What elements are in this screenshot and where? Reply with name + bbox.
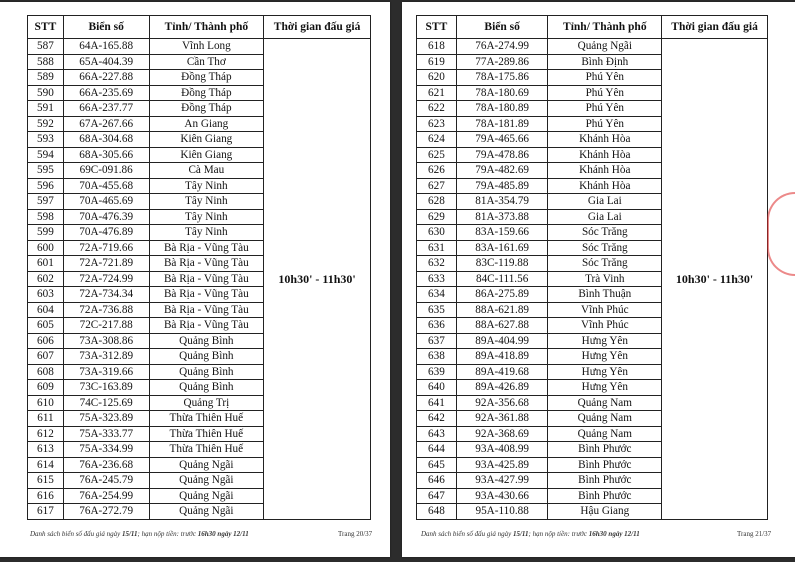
province-cell: Vĩnh Phúc (548, 302, 662, 318)
province-cell: Bình Phước (548, 457, 662, 473)
stt-cell: 611 (28, 411, 64, 427)
header-time: Thời gian đấu giá (662, 16, 768, 39)
plate-cell: 72A-734.34 (63, 287, 149, 303)
province-cell: Hưng Yên (548, 333, 662, 349)
stt-cell: 601 (28, 256, 64, 272)
province-cell: Bà Rịa - Vũng Tàu (149, 318, 264, 334)
province-cell: Đồng Tháp (149, 70, 264, 86)
province-cell: Khánh Hòa (548, 147, 662, 163)
plate-cell: 79A-482.69 (456, 163, 548, 179)
plate-cell: 70A-455.68 (63, 178, 149, 194)
province-cell: Thừa Thiên Huế (149, 426, 264, 442)
page-footer: Danh sách biển số đấu giá ngày 15/11; hạn nộp tiền: trước 16h30 ngày 12/11 (421, 530, 640, 538)
plate-cell: 72C-217.88 (63, 318, 149, 334)
red-seal-stamp (767, 192, 795, 276)
plate-cell: 92A-361.88 (456, 411, 548, 427)
stt-cell: 594 (28, 147, 64, 163)
stt-cell: 627 (417, 178, 457, 194)
document-page-right (402, 2, 795, 557)
stt-cell: 641 (417, 395, 457, 411)
stt-cell: 647 (417, 488, 457, 504)
province-cell: Sóc Trăng (548, 240, 662, 256)
stt-cell: 618 (417, 39, 457, 55)
page-number: Trang 20/37 (338, 530, 373, 538)
province-cell: Quảng Nam (548, 411, 662, 427)
stt-cell: 589 (28, 70, 64, 86)
stt-cell: 644 (417, 442, 457, 458)
plate-cell: 81A-373.88 (456, 209, 548, 225)
province-cell: Hưng Yên (548, 364, 662, 380)
stt-cell: 628 (417, 194, 457, 210)
province-cell: Đồng Tháp (149, 101, 264, 117)
province-cell: Kiên Giang (149, 147, 264, 163)
province-cell: Bà Rịa - Vũng Tàu (149, 240, 264, 256)
stt-cell: 587 (28, 39, 64, 55)
page-footer: Danh sách biển số đấu giá ngày 15/11; hạn nộp tiền: trước 16h30 ngày 12/11 (30, 530, 249, 538)
stt-cell: 610 (28, 395, 64, 411)
province-cell: Phú Yên (548, 116, 662, 132)
stt-cell: 640 (417, 380, 457, 396)
stt-cell: 642 (417, 411, 457, 427)
plate-cell: 72A-719.66 (63, 240, 149, 256)
table-row (417, 39, 768, 55)
province-cell: Hậu Giang (548, 504, 662, 520)
stt-cell: 620 (417, 70, 457, 86)
province-cell: Phú Yên (548, 70, 662, 86)
province-cell: Quảng Nam (548, 395, 662, 411)
province-cell: Cà Mau (149, 163, 264, 179)
province-cell: Bình Phước (548, 488, 662, 504)
province-cell: Phú Yên (548, 85, 662, 101)
province-cell: Khánh Hòa (548, 132, 662, 148)
plate-cell: 70A-476.39 (63, 209, 149, 225)
province-cell: Thừa Thiên Huế (149, 411, 264, 427)
province-cell: Vĩnh Long (149, 39, 264, 55)
stt-cell: 596 (28, 178, 64, 194)
plate-cell: 79A-465.66 (456, 132, 548, 148)
header-province: Tỉnh/ Thành phố (548, 16, 662, 39)
plate-cell: 88A-627.88 (456, 318, 548, 334)
stt-cell: 634 (417, 287, 457, 303)
plate-cell: 75A-334.99 (63, 442, 149, 458)
document-page-left (0, 2, 390, 557)
stt-cell: 606 (28, 333, 64, 349)
plate-cell: 72A-721.89 (63, 256, 149, 272)
province-cell: Bình Thuận (548, 287, 662, 303)
stt-cell: 604 (28, 302, 64, 318)
table-header-row (28, 16, 371, 39)
plate-cell: 67A-267.66 (63, 116, 149, 132)
plate-cell: 76A-236.68 (63, 457, 149, 473)
page-number: Trang 21/37 (737, 530, 772, 538)
stt-cell: 648 (417, 504, 457, 520)
province-cell: Quảng Bình (149, 364, 264, 380)
province-cell: Bình Phước (548, 442, 662, 458)
header-plate: Biển số (63, 16, 149, 39)
stt-cell: 645 (417, 457, 457, 473)
province-cell: An Giang (149, 116, 264, 132)
plate-cell: 79A-478.86 (456, 147, 548, 163)
plate-cell: 76A-274.99 (456, 39, 548, 55)
stt-cell: 637 (417, 333, 457, 349)
stt-cell: 593 (28, 132, 64, 148)
plate-cell: 75A-323.89 (63, 411, 149, 427)
plate-cell: 74C-125.69 (63, 395, 149, 411)
header-province: Tỉnh/ Thành phố (149, 16, 264, 39)
plate-cell: 66A-235.69 (63, 85, 149, 101)
plate-cell: 65A-404.39 (63, 54, 149, 70)
plate-cell: 89A-418.89 (456, 349, 548, 365)
stt-cell: 635 (417, 302, 457, 318)
province-cell: Trà Vinh (548, 271, 662, 287)
stt-cell: 636 (417, 318, 457, 334)
stt-cell: 631 (417, 240, 457, 256)
auction-time-cell: 10h30' - 11h30' (264, 39, 371, 520)
province-cell: Kiên Giang (149, 132, 264, 148)
stt-cell: 613 (28, 442, 64, 458)
province-cell: Hưng Yên (548, 349, 662, 365)
stt-cell: 624 (417, 132, 457, 148)
stt-cell: 595 (28, 163, 64, 179)
plate-cell: 78A-175.86 (456, 70, 548, 86)
province-cell: Tây Ninh (149, 225, 264, 241)
province-cell: Đồng Tháp (149, 85, 264, 101)
stt-cell: 599 (28, 225, 64, 241)
province-cell: Vĩnh Phúc (548, 318, 662, 334)
header-stt: STT (28, 16, 64, 39)
plate-cell: 86A-275.89 (456, 287, 548, 303)
header-plate: Biển số (456, 16, 548, 39)
plate-cell: 78A-180.89 (456, 101, 548, 117)
province-cell: Bà Rịa - Vũng Tàu (149, 271, 264, 287)
stt-cell: 598 (28, 209, 64, 225)
province-cell: Cần Thơ (149, 54, 264, 70)
stt-cell: 639 (417, 364, 457, 380)
stt-cell: 630 (417, 225, 457, 241)
plate-cell: 92A-356.68 (456, 395, 548, 411)
plate-cell: 84C-111.56 (456, 271, 548, 287)
header-stt: STT (417, 16, 457, 39)
province-cell: Tây Ninh (149, 209, 264, 225)
plate-cell: 72A-724.99 (63, 271, 149, 287)
table-header-row (417, 16, 768, 39)
plate-cell: 79A-485.89 (456, 178, 548, 194)
plate-cell: 78A-180.69 (456, 85, 548, 101)
province-cell: Bà Rịa - Vũng Tàu (149, 302, 264, 318)
stt-cell: 633 (417, 271, 457, 287)
plate-cell: 95A-110.88 (456, 504, 548, 520)
province-cell: Hưng Yên (548, 380, 662, 396)
stt-cell: 621 (417, 85, 457, 101)
stt-cell: 614 (28, 457, 64, 473)
plate-cell: 73A-312.89 (63, 349, 149, 365)
plate-cell: 76A-272.79 (63, 504, 149, 520)
province-cell: Gia Lai (548, 194, 662, 210)
plate-cell: 93A-430.66 (456, 488, 548, 504)
stt-cell: 600 (28, 240, 64, 256)
plate-cell: 70A-476.89 (63, 225, 149, 241)
auction-time-cell: 10h30' - 11h30' (662, 39, 768, 520)
province-cell: Bình Định (548, 54, 662, 70)
plate-cell: 66A-237.77 (63, 101, 149, 117)
plate-cell: 73A-319.66 (63, 364, 149, 380)
stt-cell: 622 (417, 101, 457, 117)
table-row (28, 39, 371, 55)
plate-cell: 83A-159.66 (456, 225, 548, 241)
plate-cell: 81A-354.79 (456, 194, 548, 210)
province-cell: Quảng Nam (548, 426, 662, 442)
plate-auction-table (416, 15, 768, 520)
plate-cell: 89A-419.68 (456, 364, 548, 380)
province-cell: Bình Phước (548, 473, 662, 489)
province-cell: Tây Ninh (149, 194, 264, 210)
stt-cell: 643 (417, 426, 457, 442)
stt-cell: 590 (28, 85, 64, 101)
plate-cell: 76A-254.99 (63, 488, 149, 504)
plate-cell: 76A-245.79 (63, 473, 149, 489)
province-cell: Khánh Hòa (548, 178, 662, 194)
province-cell: Tây Ninh (149, 178, 264, 194)
stt-cell: 607 (28, 349, 64, 365)
stt-cell: 602 (28, 271, 64, 287)
province-cell: Bà Rịa - Vũng Tàu (149, 256, 264, 272)
stt-cell: 609 (28, 380, 64, 396)
plate-cell: 88A-621.89 (456, 302, 548, 318)
header-time: Thời gian đấu giá (264, 16, 371, 39)
province-cell: Quảng Ngãi (548, 39, 662, 55)
plate-cell: 92A-368.69 (456, 426, 548, 442)
province-cell: Sóc Trăng (548, 225, 662, 241)
province-cell: Thừa Thiên Huế (149, 442, 264, 458)
plate-cell: 68A-304.68 (63, 132, 149, 148)
province-cell: Quảng Ngãi (149, 504, 264, 520)
stt-cell: 617 (28, 504, 64, 520)
stt-cell: 623 (417, 116, 457, 132)
province-cell: Gia Lai (548, 209, 662, 225)
province-cell: Phú Yên (548, 101, 662, 117)
plate-cell: 69C-091.86 (63, 163, 149, 179)
stt-cell: 629 (417, 209, 457, 225)
province-cell: Quảng Ngãi (149, 457, 264, 473)
province-cell: Quảng Bình (149, 333, 264, 349)
plate-cell: 93A-425.89 (456, 457, 548, 473)
stt-cell: 597 (28, 194, 64, 210)
plate-cell: 73C-163.89 (63, 380, 149, 396)
province-cell: Quảng Trị (149, 395, 264, 411)
stt-cell: 588 (28, 54, 64, 70)
stt-cell: 591 (28, 101, 64, 117)
plate-cell: 77A-289.86 (456, 54, 548, 70)
stt-cell: 625 (417, 147, 457, 163)
province-cell: Quảng Ngãi (149, 473, 264, 489)
stt-cell: 616 (28, 488, 64, 504)
stt-cell: 608 (28, 364, 64, 380)
plate-cell: 73A-308.86 (63, 333, 149, 349)
plate-cell: 78A-181.89 (456, 116, 548, 132)
province-cell: Sóc Trăng (548, 256, 662, 272)
province-cell: Khánh Hòa (548, 163, 662, 179)
stt-cell: 603 (28, 287, 64, 303)
plate-auction-table (27, 15, 371, 520)
stt-cell: 615 (28, 473, 64, 489)
plate-cell: 66A-227.88 (63, 70, 149, 86)
province-cell: Quảng Bình (149, 380, 264, 396)
stt-cell: 619 (417, 54, 457, 70)
plate-cell: 93A-427.99 (456, 473, 548, 489)
plate-cell: 83A-161.69 (456, 240, 548, 256)
plate-cell: 70A-465.69 (63, 194, 149, 210)
stt-cell: 646 (417, 473, 457, 489)
stt-cell: 638 (417, 349, 457, 365)
plate-cell: 89A-426.89 (456, 380, 548, 396)
plate-cell: 75A-333.77 (63, 426, 149, 442)
province-cell: Quảng Bình (149, 349, 264, 365)
stt-cell: 592 (28, 116, 64, 132)
stt-cell: 612 (28, 426, 64, 442)
plate-cell: 64A-165.88 (63, 39, 149, 55)
plate-cell: 93A-408.99 (456, 442, 548, 458)
stt-cell: 605 (28, 318, 64, 334)
province-cell: Quảng Ngãi (149, 488, 264, 504)
plate-cell: 89A-404.99 (456, 333, 548, 349)
plate-cell: 83C-119.88 (456, 256, 548, 272)
stt-cell: 632 (417, 256, 457, 272)
stt-cell: 626 (417, 163, 457, 179)
province-cell: Bà Rịa - Vũng Tàu (149, 287, 264, 303)
plate-cell: 68A-305.66 (63, 147, 149, 163)
plate-cell: 72A-736.88 (63, 302, 149, 318)
